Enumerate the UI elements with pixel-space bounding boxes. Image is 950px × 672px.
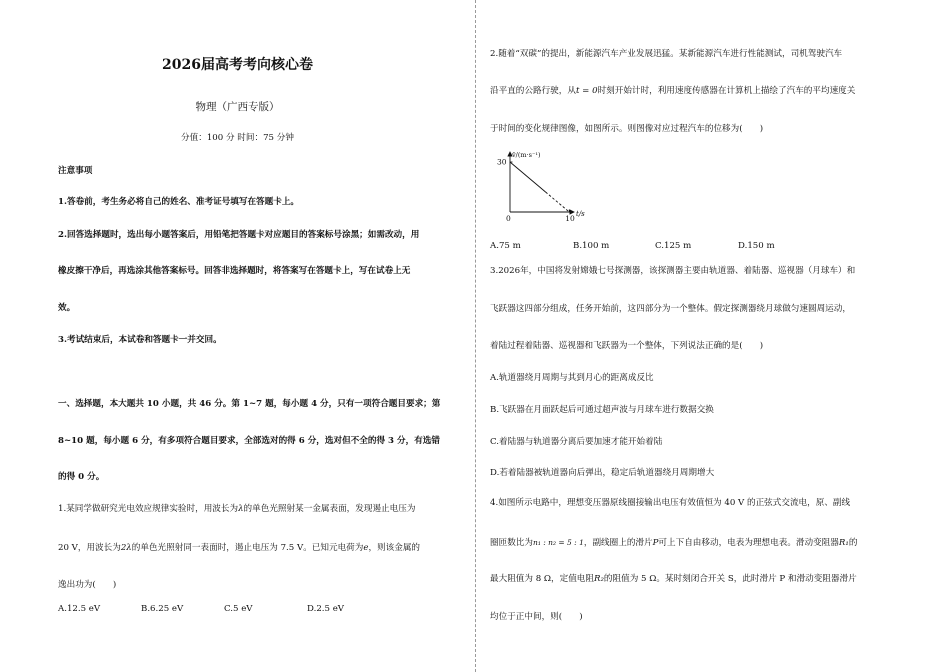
q1-text: ，则该金属的	[368, 543, 421, 553]
q1-text: 20 V，用波长为	[58, 543, 121, 553]
section1-line-1: 一、选择题，本大题共 10 小题，共 46 分。第 1~7 题，每小题 4 分，只有一项符合题目要求；第	[58, 399, 441, 409]
q2-option-a: A.75 m	[490, 241, 521, 251]
q1-line-1	[58, 504, 415, 515]
q4-line-4: 均位于正中间，则( )	[490, 612, 583, 622]
q1-option-d: D.2.5 eV	[307, 604, 345, 614]
x-tick-label: 10	[565, 214, 575, 223]
q1-line-3: 逸出功为( )	[58, 580, 117, 590]
exam-subtitle: 物理（广西专版）	[195, 101, 280, 113]
x-axis-label: t/s	[576, 210, 585, 218]
series-line-solid	[510, 162, 546, 192]
q3-line-1: 3.2026年，中国将发射嫦娥七号探测器，该探测器主要由轨道器、着陆器、巡视器（月球车）和	[490, 266, 856, 276]
q2-option-b: B.100 m	[573, 241, 610, 251]
page-column-divider	[475, 0, 476, 672]
q1-option-b: B.6.25 eV	[141, 604, 184, 614]
q2-line-3: 于时间的变化规律图像，如图所示。则图像对应过程汽车的位移为( )	[490, 124, 764, 134]
q2-option-c: C.125 m	[655, 241, 692, 251]
q1-text: 1.某同学做研究光电效应规律实验时，用波长为	[58, 504, 239, 514]
q1-2lambda-symbol: 2λ	[120, 543, 132, 553]
q4-r1-symbol: R₁	[838, 538, 849, 548]
exam-title: 2026届高考考向核心卷	[162, 57, 313, 73]
q2-line-2	[490, 86, 855, 97]
q4-turns-ratio: n₁ : n₂ = 5 : 1	[532, 538, 584, 547]
notice-item-2-line-1: 2.回答选择题时，选出每小题答案后，用铅笔把答题卡对应题目的答案标号涂黑；如需改动，用	[58, 230, 420, 240]
q1-option-c: C.5 eV	[224, 604, 253, 614]
q4-text: 的	[848, 538, 858, 548]
q1-text: 的单色光照射某一金属表面，发现遏止电压为	[243, 504, 416, 514]
q4-text: 最大阻值为 8 Ω，定值电阻	[490, 574, 594, 584]
q3-option-d: D.若着陆器被轨道器向后弹出，稳定后轨道器绕月周期增大	[490, 468, 715, 478]
series-line-dashed	[546, 192, 570, 212]
velocity-time-graph	[488, 148, 598, 226]
exam-score-time: 分值：100 分 时间：75 分钟	[181, 133, 294, 143]
q4-line-1: 4.如图所示电路中，理想变压器原线圈接输出电压有效值恒为 40 V 的正弦式交流电，原、副线	[490, 498, 851, 508]
section1-line-3: 的得 0 分。	[58, 472, 105, 482]
y-tick-label: 30	[497, 157, 507, 167]
q3-option-a: A.轨道器绕月周期与其到月心的距离成反比	[490, 373, 654, 383]
q1-lambda-symbol: λ	[238, 504, 244, 514]
q3-line-2: 飞跃器这四部分组成，任务开始前，这四部分为一个整体。假定探测器绕月球做匀速圆周运动，	[490, 304, 851, 314]
q3-option-c: C.着陆器与轨道器分离后要加速才能开始着陆	[490, 437, 663, 447]
origin-label: 0	[506, 214, 511, 223]
q4-text: ，副线圈上的滑片	[583, 538, 653, 548]
section1-line-2: 8~10 题，每小题 6 分，有多项符合题目要求，全部选对的得 6 分，选对但不全的得 3 分，有选错	[58, 436, 440, 446]
y-axis-label: v̄/(m·s⁻¹)	[512, 151, 541, 159]
q1-e-symbol: e	[363, 543, 369, 553]
notice-item-1: 1.答卷前，考生务必将自己的姓名、准考证号填写在答题卡上。	[58, 197, 300, 207]
notice-item-2-line-2: 橡皮擦干净后，再选涂其他答案标号。回答非选择题时，将答案写在答题卡上，写在试卷上无	[58, 266, 411, 276]
notice-heading: 注意事项	[58, 166, 93, 176]
q4-text: 可上下自由移动，电表为理想电表。滑动变阻器	[658, 538, 839, 548]
q2-text: 沿平直的公路行驶，从	[490, 86, 576, 96]
q4-p-symbol: P	[652, 538, 659, 548]
q2-option-d: D.150 m	[738, 241, 775, 251]
q1-text: 的单色光照射同一表面时，遏止电压为 7.5 V。已知元电荷为	[131, 543, 364, 553]
q4-line-2	[490, 537, 857, 549]
q2-text: 时刻开始计时，利用速度传感器在计算机上描绘了汽车的平均速度关	[597, 86, 856, 96]
q4-r2-symbol: R₂	[594, 574, 604, 584]
q2-t0-symbol: t = 0	[575, 86, 598, 96]
q1-option-a: A.12.5 eV	[58, 604, 101, 614]
notice-item-3: 3.考试结束后，本试卷和答题卡一并交回。	[58, 335, 222, 345]
q4-line-3	[490, 574, 857, 585]
notice-item-2-line-3: 效。	[58, 303, 76, 313]
q1-line-2	[58, 543, 420, 554]
q4-text: 的阻值为 5 Ω。某时刻闭合开关 S，此时滑片 P 和滑动变阻器滑片	[603, 574, 857, 584]
q3-line-3: 着陆过程着陆器、巡视器和飞跃器为一个整体，下列说法正确的是( )	[490, 341, 764, 351]
q4-text: 圈匝数比为	[490, 538, 533, 548]
q2-line-1: 2.随着“双碳”的提出，新能源汽车产业发展迅猛。某新能源汽车进行性能测试，司机驾驶汽车	[490, 49, 843, 59]
q3-option-b: B.飞跃器在月面跃起后可通过超声波与月球车进行数据交换	[490, 405, 714, 415]
